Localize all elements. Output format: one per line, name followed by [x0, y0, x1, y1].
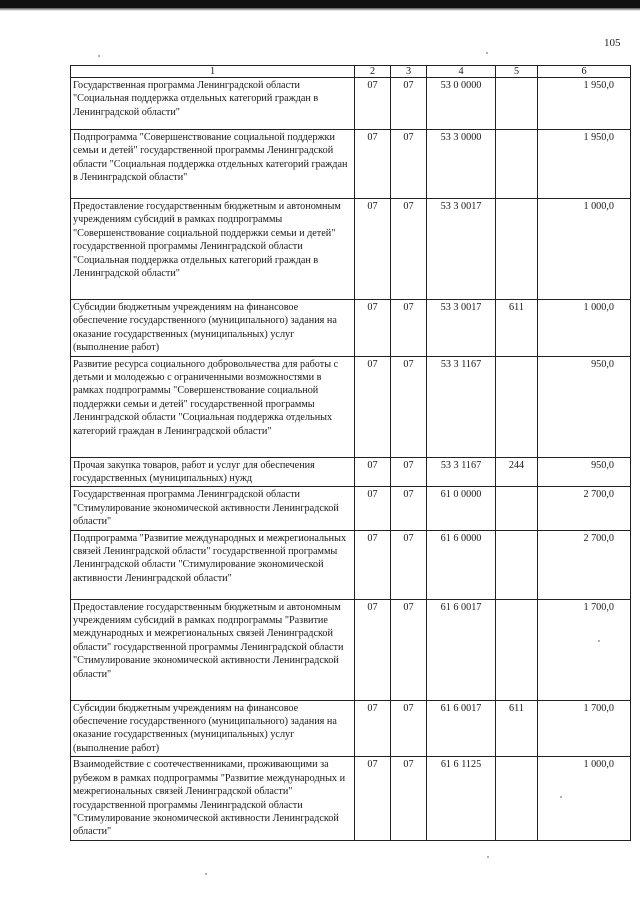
- row-subsection: 07: [391, 700, 427, 757]
- header-row: [71, 66, 631, 78]
- row-target-article: 53 3 1167: [427, 457, 496, 487]
- table-row: [71, 300, 631, 357]
- row-expense-type: [496, 356, 538, 457]
- row-subsection: 07: [391, 599, 427, 700]
- scan-speck: [598, 640, 600, 642]
- table-row: [71, 700, 631, 757]
- row-amount: 1 000,0: [538, 199, 631, 300]
- table-row: [71, 530, 631, 599]
- row-subsection: 07: [391, 78, 427, 130]
- row-amount: 2 700,0: [538, 487, 631, 530]
- scan-speck: [205, 873, 207, 875]
- table-row: [71, 599, 631, 700]
- row-name: Субсидии бюджетным учреждениям на финансовое обеспечение государственного (муниципального) задания на оказание государственных (муниципальных) услуг (выполнение работ): [71, 700, 355, 757]
- row-section: 07: [355, 530, 391, 599]
- row-target-article: 53 3 1167: [427, 356, 496, 457]
- row-expense-type: 611: [496, 300, 538, 357]
- budget-table: [70, 65, 631, 841]
- table-row: [71, 457, 631, 487]
- header-col-3: 3: [391, 66, 427, 78]
- scan-edge-bar: [0, 0, 640, 8]
- row-target-article: 61 6 0000: [427, 530, 496, 599]
- scan-speck: [487, 856, 489, 858]
- row-name: Субсидии бюджетным учреждениям на финансовое обеспечение государственного (муниципального) задания на оказание государственных (муниципальных) услуг (выполнение работ): [71, 300, 355, 357]
- row-target-article: 61 6 0017: [427, 599, 496, 700]
- row-name: Предоставление государственным бюджетным и автономным учреждениям субсидий в рамках подпрограммы "Развитие международных и межрегиональных связей Ленинградской области" государственной программы Ленинградской области "Стимулирование экономической активности Ленинградской области": [71, 599, 355, 700]
- row-amount: 950,0: [538, 457, 631, 487]
- row-section: 07: [355, 599, 391, 700]
- row-expense-type: [496, 199, 538, 300]
- row-section: 07: [355, 356, 391, 457]
- row-expense-type: [496, 757, 538, 840]
- row-subsection: 07: [391, 487, 427, 530]
- row-amount: 1 000,0: [538, 757, 631, 840]
- row-section: 07: [355, 130, 391, 199]
- table-row: [71, 78, 631, 130]
- row-section: 07: [355, 700, 391, 757]
- row-subsection: 07: [391, 199, 427, 300]
- row-expense-type: [496, 487, 538, 530]
- row-target-article: 61 0 0000: [427, 487, 496, 530]
- row-subsection: 07: [391, 530, 427, 599]
- row-name: Подпрограмма "Совершенствование социальной поддержки семьи и детей" государственной программы Ленинградской области "Социальная поддержка отдельных категорий граждан в Ленинградской области": [71, 130, 355, 199]
- row-subsection: 07: [391, 457, 427, 487]
- table-row: [71, 757, 631, 840]
- row-subsection: 07: [391, 356, 427, 457]
- row-amount: 1 700,0: [538, 599, 631, 700]
- scan-edge-shadow: [0, 8, 640, 11]
- row-section: 07: [355, 457, 391, 487]
- header-col-2: 2: [355, 66, 391, 78]
- row-expense-type: [496, 599, 538, 700]
- row-amount: 1 950,0: [538, 130, 631, 199]
- scan-speck: [98, 55, 100, 57]
- row-amount: 1 000,0: [538, 300, 631, 357]
- row-name: Прочая закупка товаров, работ и услуг для обеспечения государственных (муниципальных) нужд: [71, 457, 355, 487]
- row-name: Взаимодействие с соотечественниками, проживающими за рубежом в рамках подпрограммы "Развитие международных и межрегиональных связей Ленинградской области" государственной программы Ленинградской области "Стимулирование экономической активности Ленинградской области": [71, 757, 355, 840]
- row-section: 07: [355, 757, 391, 840]
- page-number: 105: [604, 37, 621, 49]
- row-subsection: 07: [391, 300, 427, 357]
- scan-speck: [486, 52, 488, 54]
- table-row: [71, 356, 631, 457]
- row-amount: 950,0: [538, 356, 631, 457]
- row-target-article: 53 3 0017: [427, 300, 496, 357]
- row-name: Подпрограмма "Развитие международных и межрегиональных связей Ленинградской области" государственной программы Ленинградской области "Стимулирование экономической активности Ленинградской области": [71, 530, 355, 599]
- row-expense-type: [496, 78, 538, 130]
- row-target-article: 53 3 0017: [427, 199, 496, 300]
- row-amount: 1 700,0: [538, 700, 631, 757]
- row-name: Развитие ресурса социального добровольчества для работы с детьми и молодежью с ограниченными возможностями в рамках подпрограммы "Совершенствование социальной поддержки семьи и детей" государственной программы Ленинградской области "Социальная поддержка отдельных категорий граждан в Ленинградской области": [71, 356, 355, 457]
- row-subsection: 07: [391, 130, 427, 199]
- scan-speck: [560, 796, 562, 798]
- table-row: [71, 487, 631, 530]
- row-section: 07: [355, 300, 391, 357]
- row-name: Государственная программа Ленинградской области "Стимулирование экономической активности Ленинградской области": [71, 487, 355, 530]
- row-section: 07: [355, 78, 391, 130]
- row-target-article: 53 0 0000: [427, 78, 496, 130]
- row-target-article: 61 6 0017: [427, 700, 496, 757]
- row-amount: 1 950,0: [538, 78, 631, 130]
- row-subsection: 07: [391, 757, 427, 840]
- row-name: Предоставление государственным бюджетным и автономным учреждениям субсидий в рамках подпрограммы "Совершенствование социальной поддержки семьи и детей" государственной программы Ленинградской области "Социальная поддержка отдельных категорий граждан в Ленинградской области": [71, 199, 355, 300]
- row-section: 07: [355, 199, 391, 300]
- row-expense-type: [496, 530, 538, 599]
- budget-table-body: [71, 66, 631, 841]
- row-section: 07: [355, 487, 391, 530]
- row-amount: 2 700,0: [538, 530, 631, 599]
- row-expense-type: 244: [496, 457, 538, 487]
- row-expense-type: [496, 130, 538, 199]
- row-expense-type: 611: [496, 700, 538, 757]
- row-name: Государственная программа Ленинградской области "Социальная поддержка отдельных категорий граждан в Ленинградской области": [71, 78, 355, 130]
- table-row: [71, 130, 631, 199]
- table-row: [71, 199, 631, 300]
- row-target-article: 61 6 1125: [427, 757, 496, 840]
- header-col-5: 5: [496, 66, 538, 78]
- header-col-4: 4: [427, 66, 496, 78]
- header-col-1: 1: [71, 66, 355, 78]
- header-col-6: 6: [538, 66, 631, 78]
- row-target-article: 53 3 0000: [427, 130, 496, 199]
